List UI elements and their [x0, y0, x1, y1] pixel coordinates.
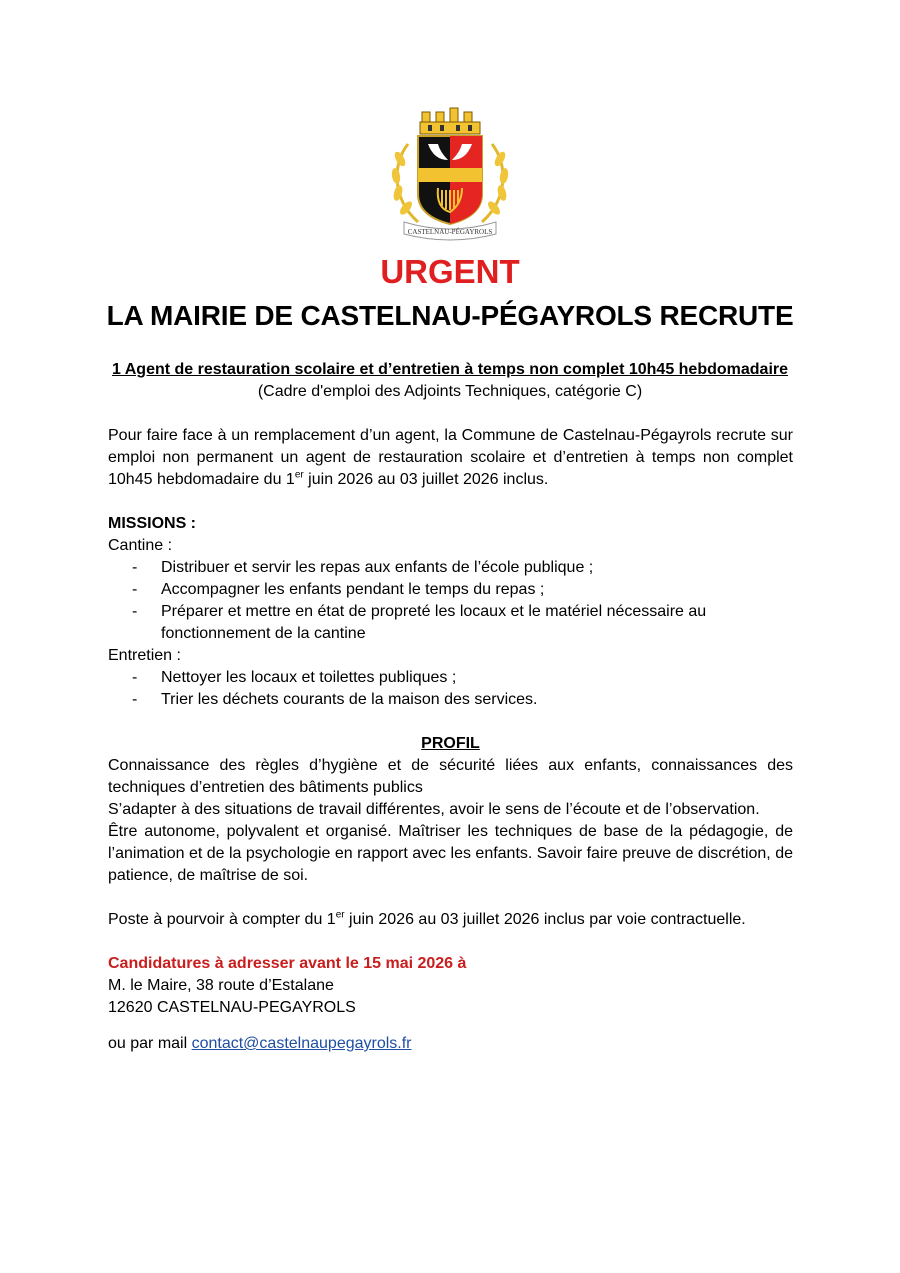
coat-of-arms-icon [380, 104, 520, 244]
list-item: - Accompagner les enfants pendant le temps du repas ; [132, 581, 545, 598]
profil-paragraph-2: S’adapter à des situations de travail différentes, avoir le sens de l’écoute et de l’observation. [108, 801, 760, 818]
entretien-label: Entretien : [108, 647, 181, 664]
cadre-emploi: (Cadre d'emploi des Adjoints Techniques, catégorie C) [257, 383, 643, 400]
profil-paragraph-1: Connaissance des règles d’hygiène et de sécurité liées aux enfants, connaissances des techniques d’entretien des bâtiments publics [108, 757, 793, 796]
intro-paragraph: Pour faire face à un remplacement d’un agent, la Commune de Castelnau-Pégayrols recrute sur emploi non permanent un agent de restauration scolaire et d’entretien à temps non complet 10h45 hebdomadaire du 1er juin 2026 au 03 juillet 2026 inclus. [108, 427, 793, 488]
job-title: 1 Agent de restauration scolaire et d’entretien à temps non complet 10h45 hebdomadaire [111, 361, 789, 378]
list-item: - Trier les déchets courants de la maison des services. [132, 691, 538, 708]
list-item: - Distribuer et servir les repas aux enfants de l’école publique ; [132, 559, 594, 576]
candidatures-heading: Candidatures à adresser avant le 15 mai 2026 à [108, 955, 467, 972]
cantine-list [108, 557, 793, 645]
email-link[interactable]: contact@castelnaupegayrols.fr [191, 1035, 412, 1052]
entretien-list [108, 667, 793, 711]
poste-paragraph: Poste à pourvoir à compter du 1er juin 2026 au 03 juillet 2026 inclus par voie contractuelle. [108, 909, 746, 928]
missions-heading: MISSIONS : [108, 515, 197, 532]
page-title: LA MAIRIE DE CASTELNAU-PÉGAYROLS RECRUTE [106, 300, 794, 331]
profil-paragraph-3: Être autonome, polyvalent et organisé. Maîtriser les techniques de base de la pédagogie, de l’animation et de la psychologie en rapport avec les enfants. Savoir faire preuve de discrétion, de patience, de maîtrise de soi. [108, 823, 793, 884]
list-item: - Nettoyer les locaux et toilettes publiques ; [132, 669, 457, 686]
address-line-2: 12620 CASTELNAU-PEGAYROLS [108, 999, 356, 1016]
urgent-banner: URGENT [380, 253, 520, 290]
crest-ribbon-text: CASTELNAU-PÉGAYROLS [407, 228, 493, 236]
cantine-label: Cantine : [108, 537, 173, 554]
profil-heading: PROFIL [421, 735, 480, 752]
document-body [108, 425, 793, 1055]
mail-line: ou par mail contact@castelnaupegayrols.fr [108, 1035, 412, 1052]
address-line-1: M. le Maire, 38 route d’Estalane [108, 977, 334, 994]
list-item: - Préparer et mettre en état de propreté les locaux et le matériel nécessaire au fonctionnement de la cantine [132, 603, 707, 642]
